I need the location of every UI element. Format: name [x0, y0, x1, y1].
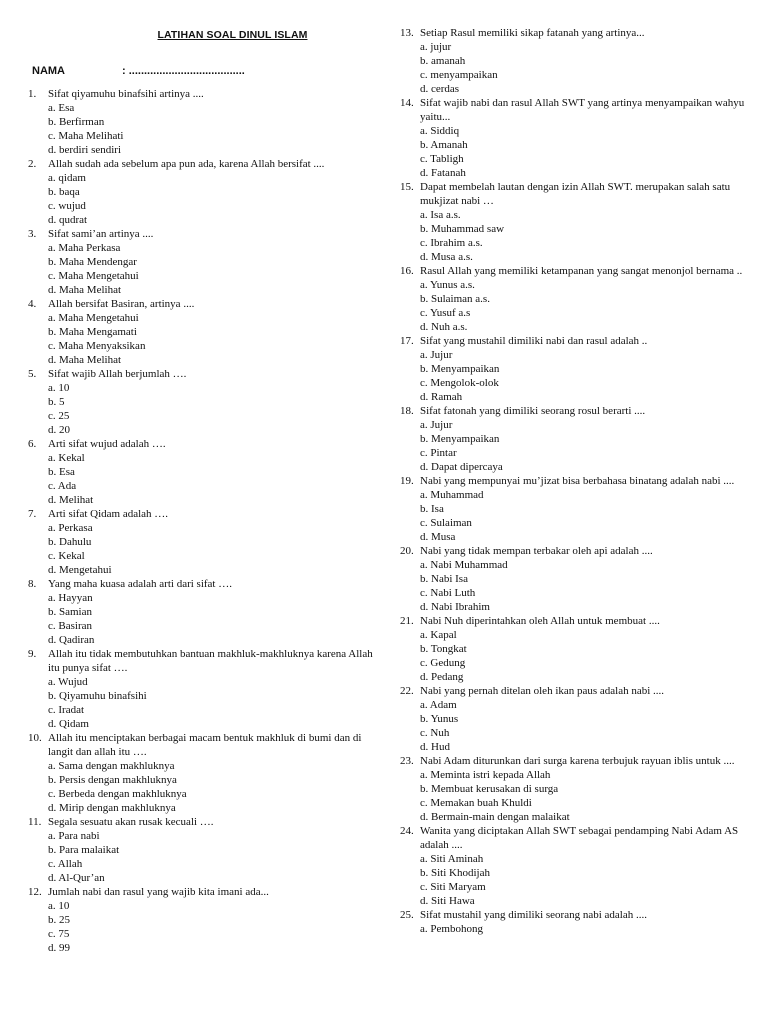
answer-option: c. Iradat	[48, 704, 85, 716]
answer-option: c. 75	[48, 928, 70, 940]
question-number: 2.	[28, 158, 37, 170]
answer-option: a. Esa	[48, 102, 75, 114]
answer-option: a. Yunus a.s.	[420, 279, 475, 291]
answer-option: d. Hud	[420, 741, 450, 753]
question-block	[400, 404, 745, 474]
question-number: 7.	[28, 508, 37, 520]
answer-option: c. Yusuf a.s	[420, 307, 471, 319]
answer-option: a. Maha Mengetahui	[48, 312, 139, 324]
answer-option: c. Siti Maryam	[420, 881, 486, 893]
answer-option: a. Kapal	[420, 629, 457, 641]
answer-option: a. Pembohong	[420, 923, 483, 935]
answer-option: a. qidam	[48, 172, 86, 184]
answer-option: a. Maha Perkasa	[48, 242, 121, 254]
answer-option: c. Nabi Luth	[420, 587, 476, 599]
answer-option: b. Samian	[48, 606, 92, 618]
answer-option: c. menyampaikan	[420, 69, 498, 81]
question-text: Arti sifat Qidam adalah ….	[48, 508, 169, 520]
question-row	[28, 437, 380, 451]
question-text: Wanita yang diciptakan Allah SWT sebagai pendamping Nabi Adam AS adalah ....	[420, 825, 739, 851]
answer-option: c. Pintar	[420, 447, 457, 459]
question-block	[28, 227, 380, 297]
question-number: 25.	[400, 909, 414, 921]
question-row	[400, 754, 745, 768]
question-text: Sifat mustahil yang dimiliki seorang nabi adalah ....	[420, 909, 647, 921]
answer-option: b. Sulaiman a.s.	[420, 293, 490, 305]
question-block	[400, 264, 745, 334]
answer-option: a. 10	[48, 900, 70, 912]
answer-option: c. wujud	[48, 200, 86, 212]
question-number: 20.	[400, 545, 414, 557]
answer-option: b. Maha Mengamati	[48, 326, 137, 338]
page-title: LATIHAN SOAL DINUL ISLAM	[157, 29, 308, 41]
question-row	[28, 227, 380, 241]
answer-option: b. Esa	[48, 466, 75, 478]
question-block	[400, 334, 745, 404]
answer-option: a. Para nabi	[48, 830, 100, 842]
question-text: Nabi yang mempunyai mu’jizat bisa berbahasa binatang adalah nabi ....	[420, 475, 735, 487]
answer-option: d. Nuh a.s.	[420, 321, 468, 333]
question-block	[28, 647, 380, 731]
answer-option: b. Siti Khodijah	[420, 867, 490, 879]
question-row	[400, 404, 745, 418]
question-list	[28, 87, 380, 955]
answer-options	[400, 40, 745, 96]
question-text: Yang maha kuasa adalah arti dari sifat ….	[48, 578, 232, 590]
question-text: Allah itu tidak membutuhkan bantuan makhluk-makhluknya karena Allah itu punya sifat ….	[48, 648, 373, 674]
answer-options	[400, 768, 745, 824]
answer-option: b. Tongkat	[420, 643, 467, 655]
question-number: 5.	[28, 368, 37, 380]
question-text: Sifat wajib Allah berjumlah ….	[48, 368, 187, 380]
answer-option: b. baqa	[48, 186, 80, 198]
answer-option: d. berdiri sendiri	[48, 144, 122, 156]
question-number: 21.	[400, 615, 414, 627]
question-number: 6.	[28, 438, 37, 450]
answer-options	[400, 124, 745, 180]
answer-option: b. Yunus	[420, 713, 459, 725]
answer-option: d. Nabi Ibrahim	[420, 601, 490, 613]
question-row	[400, 684, 745, 698]
answer-option: b. Menyampaikan	[420, 433, 500, 445]
answer-option: d. Al-Qur’an	[48, 872, 105, 884]
question-number: 11.	[28, 816, 42, 828]
answer-option: b. Membuat kerusakan di surga	[420, 783, 559, 795]
answer-options	[28, 675, 380, 731]
question-block	[400, 614, 745, 684]
answer-option: b. Para malaikat	[48, 844, 120, 856]
answer-options	[28, 101, 380, 157]
question-number: 12.	[28, 886, 42, 898]
question-row	[28, 647, 380, 675]
answer-options	[400, 698, 745, 754]
answer-option: c. Ibrahim a.s.	[420, 237, 483, 249]
question-text: Nabi yang pernah ditelan oleh ikan paus adalah nabi ....	[420, 685, 665, 697]
answer-option: a. jujur	[420, 41, 452, 53]
question-text: Jumlah nabi dan rasul yang wajib kita imani ada...	[48, 886, 269, 898]
question-block	[400, 180, 745, 264]
answer-option: a. Sama dengan makhluknya	[48, 760, 175, 772]
question-text: Allah sudah ada sebelum apa pun ada, karena Allah bersifat ....	[48, 158, 325, 170]
answer-option: b. Nabi Isa	[420, 573, 468, 585]
answer-options	[400, 628, 745, 684]
answer-option: b. 25	[48, 914, 70, 926]
answer-option: d. cerdas	[420, 83, 460, 95]
question-number: 14.	[400, 97, 414, 109]
question-text: Segala sesuatu akan rusak kecuali ….	[48, 816, 214, 828]
name-row	[32, 65, 245, 77]
answer-option: b. Persis dengan makhluknya	[48, 774, 177, 786]
question-block	[400, 824, 745, 908]
answer-option: c. 25	[48, 410, 70, 422]
name-label: NAMA	[32, 65, 65, 77]
answer-option: d. Ramah	[420, 391, 463, 403]
answer-options	[28, 521, 380, 577]
answer-option: a. Siddiq	[420, 125, 460, 137]
answer-options	[28, 311, 380, 367]
answer-option: d. Fatanah	[420, 167, 466, 179]
answer-option: c. Gedung	[420, 657, 466, 669]
answer-option: a. Jujur	[420, 349, 453, 361]
question-row	[400, 908, 745, 922]
answer-option: d. 99	[48, 942, 70, 954]
answer-option: d. Melihat	[48, 494, 94, 506]
question-row	[400, 264, 745, 278]
answer-option: d. Dapat dipercaya	[420, 461, 503, 473]
question-number: 15.	[400, 181, 414, 193]
answer-option: c. Tabligh	[420, 153, 464, 165]
answer-option: b. Maha Mendengar	[48, 256, 137, 268]
question-text: Allah itu menciptakan berbagai macam bentuk makhluk di bumi dan di langit dan allah itu ….	[48, 732, 362, 758]
answer-options	[28, 171, 380, 227]
question-block	[400, 544, 745, 614]
answer-options	[400, 208, 745, 264]
answer-option: c. Berbeda dengan makhluknya	[48, 788, 187, 800]
answer-options	[28, 591, 380, 647]
question-row	[400, 334, 745, 348]
question-number: 3.	[28, 228, 37, 240]
answer-options	[400, 418, 745, 474]
question-block	[28, 367, 380, 437]
answer-option: d. qudrat	[48, 214, 88, 226]
answer-option: c. Allah	[48, 858, 83, 870]
question-text: Allah bersifat Basiran, artinya ....	[48, 298, 195, 310]
question-number: 24.	[400, 825, 414, 837]
question-block	[400, 754, 745, 824]
answer-option: b. amanah	[420, 55, 466, 67]
question-row	[28, 815, 380, 829]
answer-option: d. Mirip dengan makhluknya	[48, 802, 176, 814]
answer-option: b. Isa	[420, 503, 444, 515]
answer-options	[400, 922, 745, 936]
question-text: Setiap Rasul memiliki sikap fatanah yang artinya...	[420, 27, 645, 39]
answer-option: a. 10	[48, 382, 70, 394]
question-block	[28, 885, 380, 955]
answer-option: b. Dahulu	[48, 536, 92, 548]
question-row	[28, 297, 380, 311]
question-block	[28, 157, 380, 227]
answer-option: d. Maha Melihat	[48, 284, 122, 296]
answer-options	[400, 558, 745, 614]
answer-option: b. Amanah	[420, 139, 468, 151]
question-number: 23.	[400, 755, 414, 767]
answer-options	[28, 829, 380, 885]
answer-option: d. Qidam	[48, 718, 89, 730]
question-text: Rasul Allah yang memiliki ketampanan yang sangat menonjol bernama ..	[420, 265, 743, 277]
answer-options	[28, 241, 380, 297]
question-number: 1.	[28, 88, 37, 100]
question-text: Arti sifat wujud adalah ….	[48, 438, 166, 450]
answer-options	[28, 759, 380, 815]
answer-option: a. Muhammad	[420, 489, 484, 501]
answer-option: c. Mengolok-olok	[420, 377, 499, 389]
answer-option: d. Musa a.s.	[420, 251, 473, 263]
answer-option: c. Ada	[48, 480, 77, 492]
name-field: : ......................................	[122, 65, 245, 77]
question-block	[400, 26, 745, 96]
answer-options	[400, 348, 745, 404]
answer-options	[400, 488, 745, 544]
question-row	[28, 507, 380, 521]
answer-option: a. Perkasa	[48, 522, 93, 534]
question-number: 18.	[400, 405, 414, 417]
answer-option: a. Wujud	[48, 676, 88, 688]
question-row	[400, 96, 745, 124]
question-row	[400, 614, 745, 628]
question-row	[28, 367, 380, 381]
answer-options	[28, 451, 380, 507]
answer-option: b. Berfirman	[48, 116, 105, 128]
answer-option: d. Bermain-main dengan malaikat	[420, 811, 570, 823]
answer-option: c. Maha Melihati	[48, 130, 124, 142]
question-block	[400, 684, 745, 754]
answer-option: c. Nuh	[420, 727, 450, 739]
question-block	[28, 731, 380, 815]
question-text: Sifat yang mustahil dimiliki nabi dan rasul adalah ..	[420, 335, 648, 347]
answer-option: a. Siti Aminah	[420, 853, 484, 865]
answer-options	[400, 278, 745, 334]
question-block	[400, 474, 745, 544]
answer-option: c. Kekal	[48, 550, 85, 562]
question-block	[28, 437, 380, 507]
answer-option: d. Musa	[420, 531, 456, 543]
answer-option: d. Mengetahui	[48, 564, 112, 576]
question-number: 17.	[400, 335, 414, 347]
answer-options	[28, 899, 380, 955]
answer-option: c. Sulaiman	[420, 517, 472, 529]
answer-option: d. Qadiran	[48, 634, 95, 646]
answer-option: c. Basiran	[48, 620, 92, 632]
question-number: 4.	[28, 298, 37, 310]
answer-option: a. Isa a.s.	[420, 209, 461, 221]
question-row	[28, 731, 380, 759]
answer-option: c. Maha Mengetahui	[48, 270, 139, 282]
question-text: Nabi Adam diturunkan dari surga karena terbujuk rayuan iblis untuk ....	[420, 755, 735, 767]
answer-option: a. Meminta istri kepada Allah	[420, 769, 551, 781]
question-number: 22.	[400, 685, 414, 697]
question-block	[28, 507, 380, 577]
question-text: Sifat sami’an artinya ....	[48, 228, 154, 240]
question-text: Sifat qiyamuhu binafsihi artinya ....	[48, 88, 204, 100]
answer-option: b. Qiyamuhu binafsihi	[48, 690, 147, 702]
question-block	[400, 96, 745, 180]
answer-option: c. Memakan buah Khuldi	[420, 797, 532, 809]
question-row	[28, 87, 380, 101]
question-text: Nabi Nuh diperintahkan oleh Allah untuk membuat ....	[420, 615, 660, 627]
answer-option: b. Muhammad saw	[420, 223, 505, 235]
question-block	[28, 297, 380, 367]
answer-option: a. Jujur	[420, 419, 453, 431]
question-number: 13.	[400, 27, 414, 39]
answer-option: a. Hayyan	[48, 592, 93, 604]
answer-option: d. Maha Melihat	[48, 354, 122, 366]
question-row	[400, 544, 745, 558]
answer-option: a. Nabi Muhammad	[420, 559, 508, 571]
question-row	[400, 824, 745, 852]
question-block	[28, 577, 380, 647]
question-row	[28, 157, 380, 171]
question-number: 8.	[28, 578, 37, 590]
question-number: 16.	[400, 265, 414, 277]
question-text: Nabi yang tidak mempan terbakar oleh api adalah ....	[420, 545, 653, 557]
question-block	[28, 87, 380, 157]
question-number: 10.	[28, 732, 42, 744]
answer-option: d. 20	[48, 424, 70, 436]
answer-options	[28, 381, 380, 437]
question-number: 9.	[28, 648, 37, 660]
answer-option: c. Maha Menyaksikan	[48, 340, 146, 352]
answer-option: b. 5	[48, 396, 65, 408]
question-number: 19.	[400, 475, 414, 487]
question-row	[28, 577, 380, 591]
question-row	[400, 26, 745, 40]
answer-options	[400, 852, 745, 908]
answer-option: a. Adam	[420, 699, 457, 711]
question-list	[400, 26, 745, 936]
question-block	[400, 908, 745, 936]
answer-option: d. Siti Hawa	[420, 895, 475, 907]
question-row	[400, 474, 745, 488]
answer-option: a. Kekal	[48, 452, 85, 464]
question-text: Sifat wajib nabi dan rasul Allah SWT yang artinya menyampaikan wahyu yaitu...	[420, 97, 745, 123]
question-block	[28, 815, 380, 885]
question-text: Dapat membelah lautan dengan izin Allah SWT. merupakan salah satu mukjizat nabi …	[420, 181, 731, 207]
answer-option: d. Pedang	[420, 671, 464, 683]
answer-option: b. Menyampaikan	[420, 363, 500, 375]
question-row	[400, 180, 745, 208]
question-text: Sifat fatonah yang dimiliki seorang rosul berarti ....	[420, 405, 646, 417]
question-row	[28, 885, 380, 899]
